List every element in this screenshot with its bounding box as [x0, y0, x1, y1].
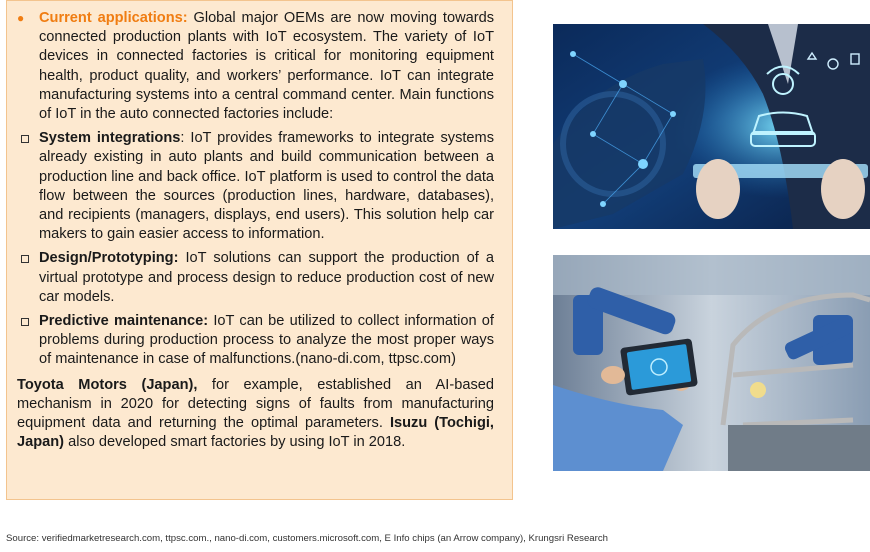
bullet-dot-icon: ● — [17, 11, 25, 25]
intro-paragraph — [17, 9, 494, 124]
iot-car-hologram-image — [553, 24, 870, 229]
bullet-text: IoT solutions can support the production of a virtual prototype and process design to reduce production cost of new car models. — [39, 250, 494, 305]
checkbox-bullet-icon — [17, 312, 39, 370]
closing-text-1: for example, established an AI-based mechanism in 2020 for detecting signs of faults from manufacturing equipment data and returning the optimal parameters. — [17, 376, 494, 432]
list-item — [17, 129, 494, 244]
bullet-list — [17, 129, 494, 369]
content-panel — [6, 0, 513, 500]
checkbox-bullet-icon — [17, 249, 39, 307]
bullet-title: System integrations — [39, 130, 181, 147]
bullet-title: Predictive maintenance: — [39, 313, 209, 330]
checkbox-bullet-icon — [17, 129, 39, 244]
list-item — [17, 312, 494, 370]
bullet-text: IoT can be utilized to collect information of problems during production process to analyze the most proper ways of maintenance in case of malfunctions.(nano-di.com, ttpsc.com) — [39, 313, 494, 368]
intro-text: Global major OEMs are now moving towards connected production plants with IoT ecosystem. The variety of IoT devices in connected factories is critical for monitoring equipment health, product quality, and workers’ performance. IoT can integrate manufacturing systems into a central command center. Main functions of IoT in the auto connected factories include: — [39, 10, 494, 123]
list-item — [17, 249, 494, 307]
bullet-text: : IoT provides frameworks to integrate systems already existing in auto plants and build communication between a production line and back office. IoT platform is used to control the data flow between the sources (production lines, hardware, databases), and recipients (managers, displays, end users). This solution help car makers to gain easier access to information. — [39, 130, 494, 243]
closing-bold-toyota: Toyota Motors (Japan), — [17, 376, 198, 393]
closing-text-2: also developed smart factories by using IoT in 2018. — [64, 434, 406, 451]
closing-bold-isuzu: Isuzu (Tochigi, Japan) — [17, 415, 494, 451]
closing-paragraph — [17, 376, 494, 453]
bullet-title: Design/Prototyping: — [39, 250, 179, 267]
robotic-factory-tablet-image — [553, 255, 870, 471]
source-footnote: Source: verifiedmarketresearch.com, ttpsc.com., nano-di.com, customers.microsoft.com, E Info chips (an Arrow company), Krungsri Research — [6, 533, 608, 544]
intro-lead: Current applications: — [39, 10, 188, 26]
